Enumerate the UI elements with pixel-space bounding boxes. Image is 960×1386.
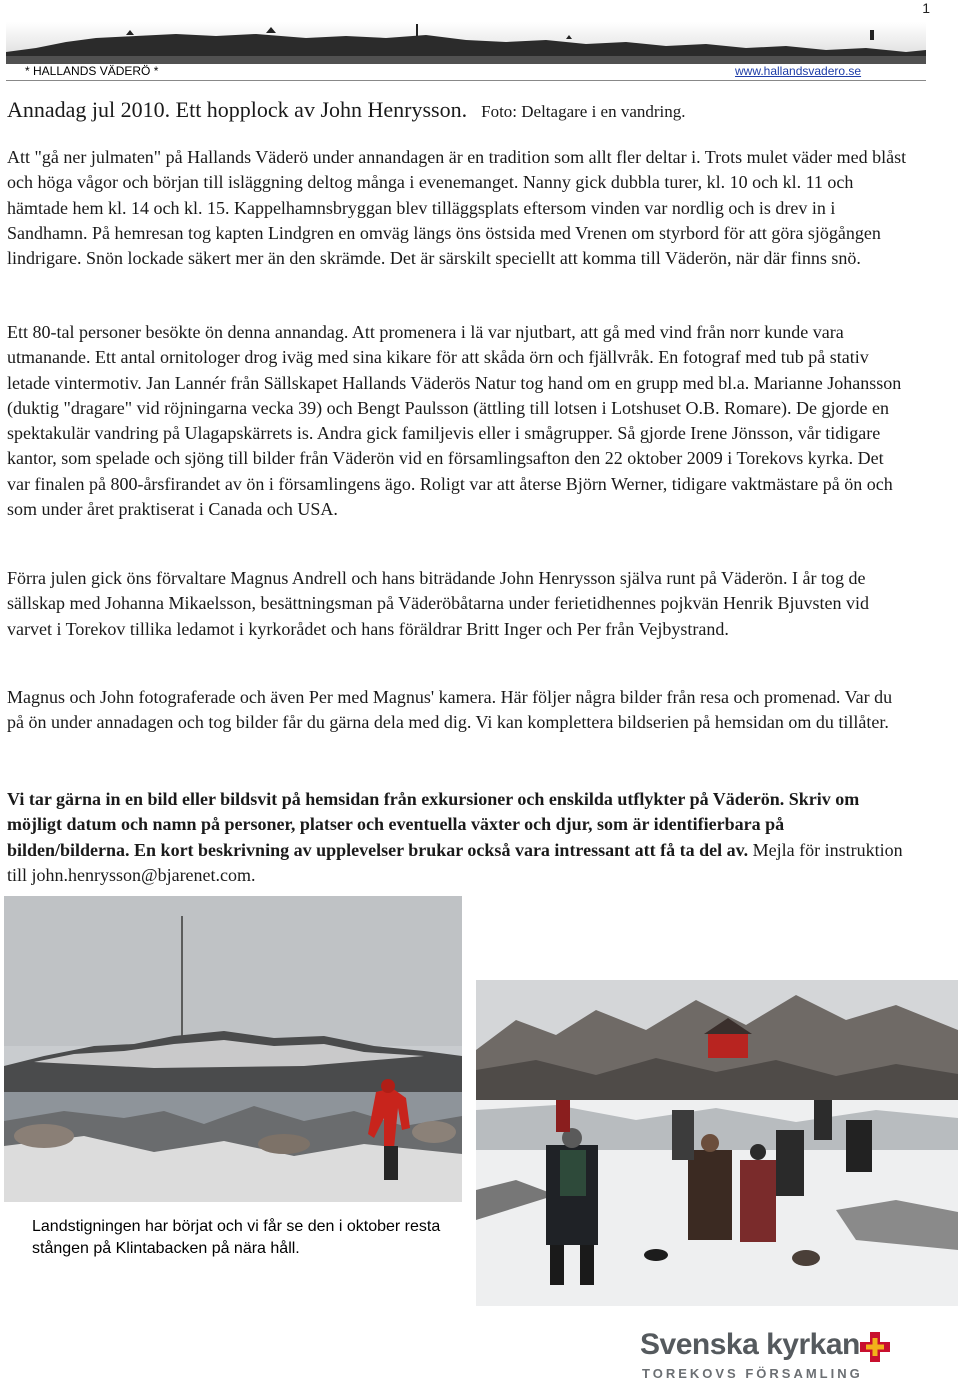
paragraph-invitation <box>7 787 907 888</box>
cross-icon <box>858 1330 892 1364</box>
logo-name: Svenska kyrkan <box>640 1328 860 1361</box>
paragraph-last-christmas: Förra julen gick öns förvaltare Magnus Andrell och hans biträdande John Henrysson själva runt på Väderön. I år tog de sällskap med Johanna Mikaelsson, besättningsman på Väderöbåtarna under ferietidhennes pojkvän Henrik Bjuvsten vid varvet i Torekov tillika ledamot i kyrkorådet och hans föräldrar Britt Inger och Per från Vejbystrand. <box>7 568 869 639</box>
header-divider <box>6 80 926 81</box>
page-number: 1 <box>922 0 930 16</box>
landing-photo <box>4 896 462 1202</box>
paragraph-intro: Att "gå ner julmaten" på Hallands Väderö under annandagen är en tradition som allt fler deltar i. Trots mulet väder med blåst och höga vågor och början till isläggning deltog många i evenemanget. Nanny gick dubbla turer, kl. 10 och kl. 11 och hämtade hem kl. 14 och kl. 15. Kappelhamnsbryggan blev tilläggsplats eftersom vinden var nordlig och is drev in i Sandhamn. På hemresan tog kapten Lindgren en omväg längs öns östsida med Vrenen om styrbord för att göra sjögången lindrigare. Snön lockade säkert mer än den skrämde. Det är särskilt speciellt att komma till Väderön, när där finns snö. <box>7 147 907 269</box>
title-main: Annadag jul 2010. Ett hopplock av John Henrysson. <box>7 97 468 122</box>
invitation-bold-text: Vi tar gärna in en bild eller bildsvit på hemsidan från exkursioner och enskilda utflykter på Väderön. Skriv om möjligt datum och namn på personer, platser och eventuella växter och djur, som är identifierbara på bilden/bilderna. En kort beskrivning av upplevelser brukar också vara intressant att få ta del av. <box>7 789 860 860</box>
page-title <box>7 97 686 123</box>
walking-group-photo <box>476 980 958 1306</box>
photo-caption: Landstigningen har börjat och vi får se den i oktober resta stången på Klintabacken på nära håll. <box>32 1218 441 1257</box>
island-silhouette-banner <box>6 22 926 64</box>
paragraph-visitors: Ett 80-tal personer besökte ön denna annandag. Att promenera i lä var njutbart, att gå med vind från norr kunde vara utmanande. Ett antal ornitologer drog iväg med sina kikare för att skåda örn och fjällvråk. En fotograf med tub på stativ letade vintermotiv. Jan Lannér från Sällskapet Hallands Väderös Natur tog hand om en grupp med bl.a. Marianne Johansson (duktig "dragare" vid röjningarna vecka 39) och Bengt Paulsson (ättling till lotsen i Lotshuset O.B. Romare). De gjorde en spektakulär vandring på Ulagapskärrets is. Andra gick familjevis eller i smågrupper. Så gjorde Irene Jönsson, vår tidigare kantor, som spelade och sjöng till bilder från Väderön vid en församlingsafton den 22 oktober 2009 i Torekovs kyrka. Det var finalen på 800-årsfirandet av ön i församlingens ägo. Roligt var att återse Björn Werner, tidigare vaktmästare på ön och som under året praktiserat i Canada och USA. <box>7 322 902 520</box>
website-link[interactable]: www.hallandsvadero.se <box>735 64 862 78</box>
invitation-contact-text: Mejla för instruktion till john.henrysson@bjarenet.com. <box>7 839 903 885</box>
logo-subtitle: TOREKOVS FÖRSAMLING <box>642 1366 863 1381</box>
paragraph-photos: Magnus och John fotograferade och även Per med Magnus' kamera. Här följer några bilder från resa och promenad. Var du på ön under annadagen och tog bilder får du gärna dela med dig. Vi kan komplettera bildserien på hemsidan om du tillåter. <box>7 687 893 733</box>
photo-credit: Foto: Deltagare i en vandring. <box>481 102 686 121</box>
header-site-name: * HALLANDS VÄDERÖ * <box>25 64 159 78</box>
